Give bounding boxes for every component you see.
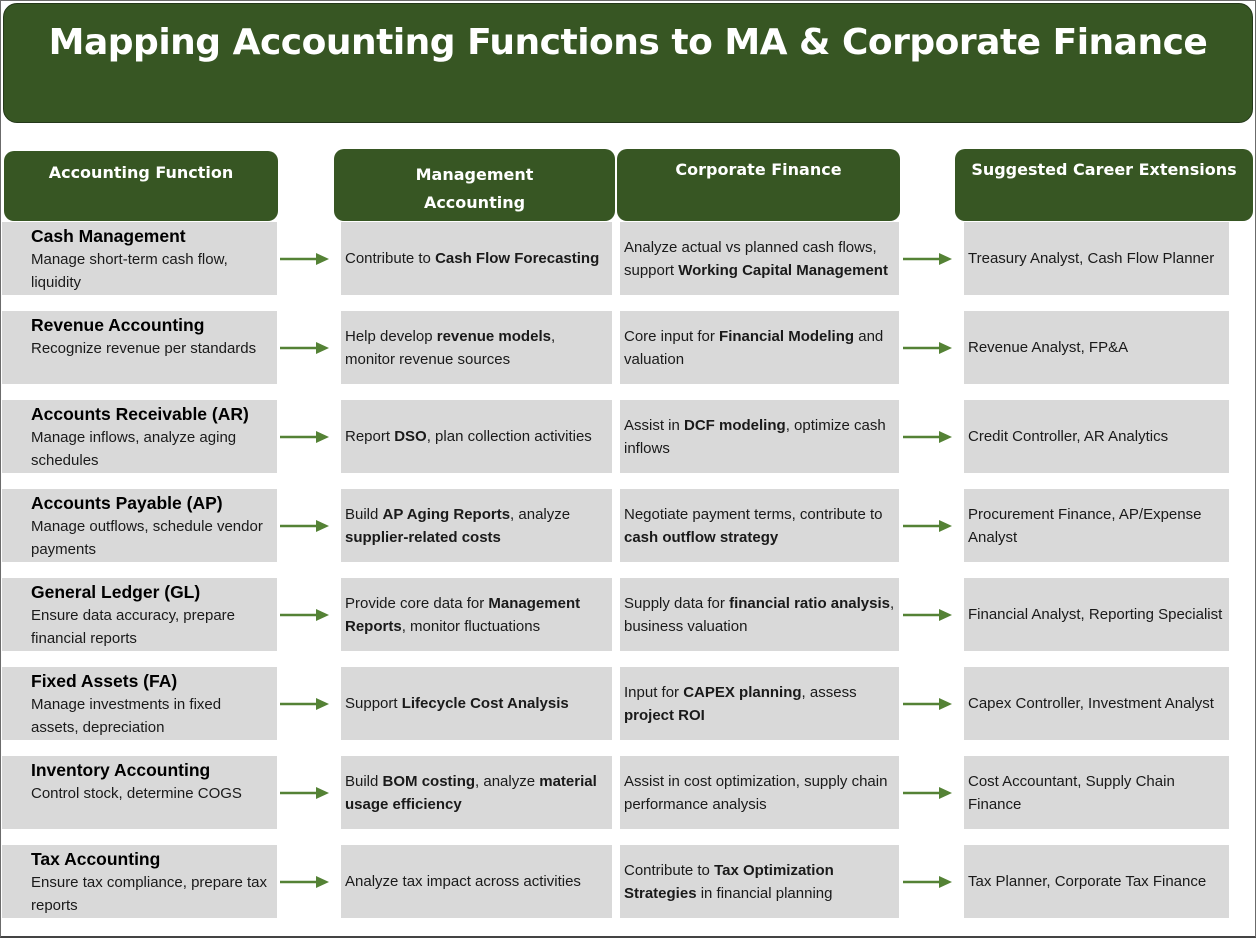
management-accounting-cell <box>341 578 612 651</box>
corporate-finance-cell-text <box>624 681 895 727</box>
text-segment: Input for <box>624 683 684 701</box>
career-extension-text: Credit Controller, AR Analytics <box>968 428 1169 445</box>
management-accounting-cell <box>341 222 612 295</box>
corporate-finance-cell-text <box>624 770 895 816</box>
management-accounting-cell <box>341 845 612 918</box>
highlight-term: financial ratio analysis <box>729 594 890 612</box>
career-extension-text: Financial Analyst, Reporting Specialist <box>968 606 1223 623</box>
text-segment: , plan collection activities <box>426 428 592 445</box>
header-ma-line2: Accounting <box>423 192 526 212</box>
function-name: Inventory Accounting <box>31 760 211 780</box>
highlight-term: DSO <box>394 428 427 445</box>
management-accounting-cell-text <box>345 325 608 371</box>
function-name: Accounts Receivable (AR) <box>31 404 249 424</box>
text-segment: and valuation <box>624 327 884 368</box>
management-accounting-cell-text <box>345 692 608 715</box>
function-description: Manage short-term cash flow, liquidity <box>31 251 228 291</box>
text-segment: in financial planning <box>696 884 833 902</box>
header-cf-label: Corporate Finance <box>675 160 842 179</box>
corporate-finance-cell-text <box>624 503 895 549</box>
career-extension-cell <box>964 578 1229 651</box>
arrow-right-icon <box>903 252 953 266</box>
text-segment: , analyze <box>475 772 540 790</box>
text-segment: Negotiate payment terms, contribute to <box>624 505 883 523</box>
corporate-finance-cell <box>620 400 899 473</box>
management-accounting-cell-text <box>345 425 608 448</box>
career-extension-cell <box>964 667 1229 740</box>
career-extension-cell <box>964 222 1229 295</box>
management-accounting-cell <box>341 489 612 562</box>
corporate-finance-cell-text <box>624 414 895 460</box>
career-extension-text: Procurement Finance, AP/Expense Analyst <box>968 505 1202 546</box>
corporate-finance-cell <box>620 489 899 562</box>
function-description: Control stock, determine COGS <box>31 785 242 802</box>
highlight-term: BOM costing <box>382 772 476 790</box>
accounting-function-cell <box>2 400 277 473</box>
arrow-right-icon <box>280 430 330 444</box>
career-extension-cell <box>964 311 1229 384</box>
text-segment: Provide core data for <box>345 594 489 612</box>
header-career-label: Suggested Career Extensions <box>971 160 1237 179</box>
function-description: Manage investments in fixed assets, depreciation <box>31 696 222 736</box>
highlight-term: material usage efficiency <box>345 772 597 813</box>
accounting-function-cell <box>2 489 277 562</box>
header-ma-line1: Management <box>415 164 534 184</box>
text-segment: Report <box>345 428 395 445</box>
header-career-extensions <box>955 149 1253 221</box>
corporate-finance-cell-text <box>624 325 895 371</box>
highlight-term: AP Aging Reports <box>382 505 511 523</box>
highlight-term: CAPEX planning <box>683 683 802 701</box>
highlight-term: Financial Modeling <box>719 327 855 345</box>
text-segment: Assist in <box>624 416 685 434</box>
text-segment: , assess <box>801 683 857 701</box>
text-segment: Analyze actual vs planned cash flows, support <box>624 238 877 279</box>
management-accounting-cell-text <box>345 503 608 549</box>
function-description: Recognize revenue per standards <box>31 340 257 357</box>
corporate-finance-cell <box>620 311 899 384</box>
arrow-right-icon <box>280 252 330 266</box>
highlight-term: revenue models <box>436 327 551 345</box>
function-description: Ensure data accuracy, prepare financial reports <box>31 607 236 647</box>
accounting-function-cell <box>2 845 277 918</box>
arrow-right-icon <box>903 430 953 444</box>
corporate-finance-cell <box>620 667 899 740</box>
title-banner <box>3 3 1253 123</box>
text-segment: Contribute to <box>624 861 715 879</box>
arrow-right-icon <box>903 875 953 889</box>
arrow-right-icon <box>280 875 330 889</box>
accounting-function-cell <box>2 667 277 740</box>
management-accounting-cell <box>341 667 612 740</box>
highlight-term: Working Capital Management <box>678 261 888 279</box>
management-accounting-cell-text <box>345 592 608 638</box>
highlight-term: Cash Flow Forecasting <box>435 250 600 267</box>
function-description: Ensure tax compliance, prepare tax reports <box>31 874 267 914</box>
arrow-right-icon <box>903 608 953 622</box>
corporate-finance-cell <box>620 756 899 829</box>
function-name: General Ledger (GL) <box>31 582 201 602</box>
arrow-right-icon <box>903 341 953 355</box>
management-accounting-cell-text <box>345 770 608 816</box>
function-name: Cash Management <box>31 226 186 246</box>
management-accounting-cell-text <box>345 247 608 270</box>
text-segment: Supply data for <box>624 594 730 612</box>
text-segment: Analyze tax impact across activities <box>345 873 581 890</box>
career-extension-cell <box>964 400 1229 473</box>
highlight-term: Lifecycle Cost Analysis <box>401 695 569 712</box>
text-segment: Support <box>345 695 402 712</box>
text-segment: Core input for <box>624 327 720 345</box>
corporate-finance-cell-text <box>624 592 895 638</box>
arrow-right-icon <box>280 608 330 622</box>
accounting-function-cell <box>2 311 277 384</box>
highlight-term: Tax Optimization Strategies <box>624 861 834 902</box>
header-accounting-function <box>4 151 278 221</box>
corporate-finance-cell-text <box>624 859 895 905</box>
text-segment: , business valuation <box>624 594 895 635</box>
text-segment: Help develop <box>345 327 437 345</box>
arrow-right-icon <box>280 697 330 711</box>
function-name: Fixed Assets (FA) <box>31 671 178 691</box>
highlight-term: supplier-related costs <box>345 528 501 546</box>
text-segment: , analyze <box>510 505 571 523</box>
header-corporate-finance <box>617 149 900 221</box>
corporate-finance-cell <box>620 845 899 918</box>
function-description: Manage inflows, analyze aging schedules <box>31 429 237 469</box>
career-extension-text: Cost Accountant, Supply Chain Finance <box>968 772 1175 813</box>
arrow-right-icon <box>280 341 330 355</box>
text-segment: , monitor fluctuations <box>401 617 541 635</box>
header-accounting-label: Accounting Function <box>48 163 234 182</box>
arrow-right-icon <box>280 786 330 800</box>
career-extension-text: Revenue Analyst, FP&A <box>968 339 1129 356</box>
management-accounting-cell <box>341 311 612 384</box>
text-segment: Assist in cost optimization, supply chain performance analysis <box>624 772 888 813</box>
management-accounting-cell <box>341 756 612 829</box>
arrow-right-icon <box>280 519 330 533</box>
function-description: Manage outflows, schedule vendor payments <box>31 518 263 558</box>
corporate-finance-cell-text <box>624 236 895 282</box>
highlight-term: Management Reports <box>345 594 581 635</box>
highlight-term: project ROI <box>624 706 705 724</box>
career-extension-text: Treasury Analyst, Cash Flow Planner <box>968 250 1215 267</box>
management-accounting-cell-text <box>345 870 608 893</box>
text-segment: Build <box>345 772 383 790</box>
highlight-term: DCF modeling <box>684 416 786 434</box>
corporate-finance-cell <box>620 222 899 295</box>
highlight-term: cash outflow strategy <box>624 528 779 546</box>
accounting-function-cell <box>2 222 277 295</box>
text-segment: Build <box>345 505 383 523</box>
career-extension-cell <box>964 756 1229 829</box>
function-name: Tax Accounting <box>31 849 161 869</box>
accounting-function-cell <box>2 578 277 651</box>
arrow-right-icon <box>903 786 953 800</box>
career-extension-cell <box>964 845 1229 918</box>
arrow-right-icon <box>903 519 953 533</box>
text-segment: Contribute to <box>345 250 436 267</box>
corporate-finance-cell <box>620 578 899 651</box>
arrow-right-icon <box>903 697 953 711</box>
accounting-function-cell <box>2 756 277 829</box>
career-extension-cell <box>964 489 1229 562</box>
text-segment: , monitor revenue sources <box>345 327 556 368</box>
text-segment: , optimize cash inflows <box>624 416 886 457</box>
page-title: Mapping Accounting Functions to MA & Corporate Finance <box>48 22 1208 63</box>
career-extension-text: Tax Planner, Corporate Tax Finance <box>968 873 1207 890</box>
function-name: Accounts Payable (AP) <box>31 493 223 513</box>
function-name: Revenue Accounting <box>31 315 205 335</box>
career-extension-text: Capex Controller, Investment Analyst <box>968 695 1214 712</box>
header-management-accounting <box>334 149 615 221</box>
management-accounting-cell <box>341 400 612 473</box>
